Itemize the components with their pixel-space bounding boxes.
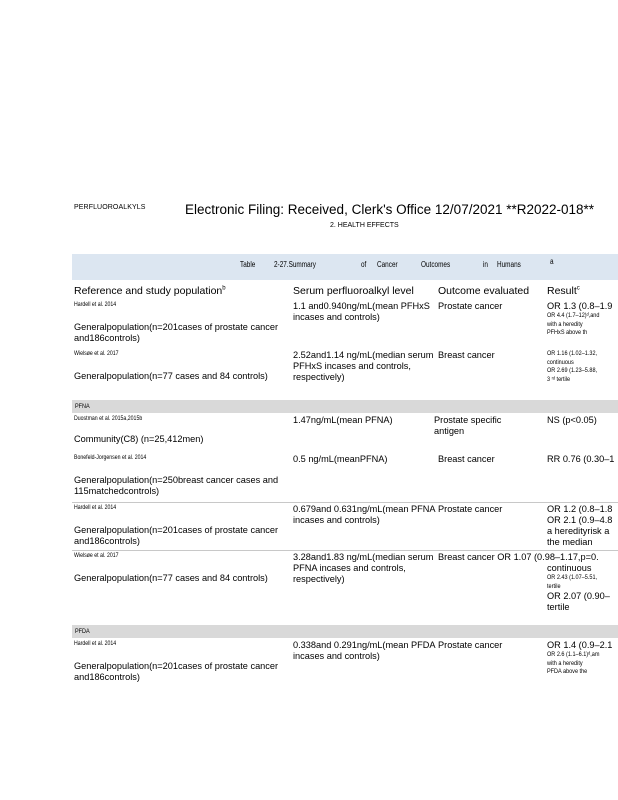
table-title-band bbox=[72, 254, 618, 280]
section-title: 2. HEALTH EFFECTS bbox=[330, 222, 399, 229]
column-header-row bbox=[72, 285, 618, 299]
table-row bbox=[72, 550, 618, 623]
table-row bbox=[72, 301, 618, 349]
row-population: Generalpopulation(n=201cases of prostate cancer and186controls) bbox=[74, 661, 279, 682]
row-result: RR 0.76 (0.30–1 bbox=[547, 454, 615, 464]
row-serum-level: 1.1 and0.940ng/mL(mean PFHxS incases and controls) bbox=[293, 301, 430, 322]
row-serum-level: 0.5 ng/mL(meanPFNA) bbox=[293, 454, 388, 464]
row-citation: Hardell et al. 2014 bbox=[74, 301, 117, 308]
table-title-word: Humans bbox=[497, 260, 521, 269]
row-citation: Bonefeld-Jorgensen et al. 2014 bbox=[74, 454, 147, 461]
table-title-word: of bbox=[361, 260, 367, 269]
table-row bbox=[72, 502, 618, 551]
col-header-reference: Reference and study population$^b$ bbox=[74, 285, 226, 297]
row-result: OR 1.3 (0.8–1.9 OR 4.4 (1.7–12)ᵈ,and with a heredity PFHxS above th bbox=[547, 301, 613, 336]
running-header-left: PERFLUOROALKYLS bbox=[74, 204, 146, 211]
table-row bbox=[72, 350, 618, 398]
row-result: continuous OR 2.43 (1.07–5.51, tertile OR 2.07 (0.90– tertile bbox=[547, 563, 610, 612]
row-outcome: Prostate cancer bbox=[438, 640, 503, 650]
row-population: Generalpopulation(n=201cases of prostate cancer and186controls) bbox=[74, 525, 279, 546]
table-row bbox=[72, 415, 618, 451]
row-outcome: Prostate cancer bbox=[438, 504, 503, 514]
row-result: OR 1.4 (0.9–2.1 OR 2.6 (1.1–6.1)ᵈ,am with a heredity PFDA above the bbox=[547, 640, 613, 675]
row-outcome: Prostate cancer bbox=[438, 301, 503, 311]
col-header-serum: Serum perfluoroalkyl level bbox=[293, 285, 414, 297]
table-title-word: Cancer bbox=[377, 260, 398, 269]
col-header-result: Result$^c$ bbox=[547, 285, 580, 297]
section-band-pfda: PFDA bbox=[72, 625, 618, 638]
table-title-footnote: a bbox=[550, 257, 554, 266]
row-serum-level: 1.47ng/mL(mean PFNA) bbox=[293, 415, 393, 425]
row-result: OR 1.16 (1.02–1.32, continuous OR 2.69 (1.23–5.88, 3 ʳᵈ tertile bbox=[547, 350, 598, 383]
row-serum-level: 0.338and 0.291ng/mL(mean PFDA incases and controls) bbox=[293, 640, 435, 661]
row-serum-level: 0.679and 0.631ng/mL(mean PFNA incases and controls) bbox=[293, 504, 435, 525]
row-serum-level: 2.52and1.14 ng/mL(median serum PFHxS incases and controls, respectively) bbox=[293, 350, 434, 382]
row-population: Generalpopulation(n=77 cases and 84 controls) bbox=[74, 573, 268, 583]
row-population: Generalpopulation(n=201cases of prostate cancer and186controls) bbox=[74, 322, 279, 343]
row-outcome: Breast cancer bbox=[438, 454, 495, 464]
row-result: NS (p<0.05) bbox=[547, 415, 597, 425]
row-citation: Wielsøe et al. 2017 bbox=[74, 350, 119, 357]
row-citation: Wielsøe et al. 2017 bbox=[74, 552, 119, 559]
row-citation: Hardell et al. 2014 bbox=[74, 640, 117, 647]
row-outcome: Breast cancer OR 1.07 (0.98–1.17,p=0. bbox=[438, 552, 599, 562]
col-header-outcome: Outcome evaluated bbox=[438, 285, 530, 297]
row-citation: Hardell et al. 2014 bbox=[74, 504, 117, 511]
row-population: Generalpopulation(n=250breast cancer cases and 115matchedcontrols) bbox=[74, 475, 279, 496]
table-title-word: Table bbox=[240, 260, 256, 269]
section-band-pfna: PFNA bbox=[72, 400, 618, 413]
row-population: Generalpopulation(n=77 cases and 84 controls) bbox=[74, 371, 268, 381]
row-outcome: Breast cancer bbox=[438, 350, 495, 360]
table-title-word: in bbox=[483, 260, 488, 269]
filing-stamp: Electronic Filing: Received, Clerk's Office 12/07/2021 **R2022-018** bbox=[185, 202, 595, 217]
table-title-word: 2-27.Summary bbox=[274, 260, 316, 269]
table-row bbox=[72, 640, 618, 690]
row-result: OR 1.2 (0.8–1.8 OR 2.1 (0.9–4.8 a heredityrisk a the median bbox=[547, 504, 613, 547]
table-row bbox=[72, 454, 618, 502]
row-outcome: Prostate specific antigen bbox=[434, 415, 502, 436]
row-citation: Duostman et al. 2015a,2015b bbox=[74, 415, 143, 422]
row-serum-level: 3.28and1.83 ng/mL(median serum PFNA incases and controls, respectively) bbox=[293, 552, 434, 584]
table-title-word: Outcomes bbox=[421, 260, 451, 269]
row-population: Community(C8) (n=25,412men) bbox=[74, 434, 204, 444]
